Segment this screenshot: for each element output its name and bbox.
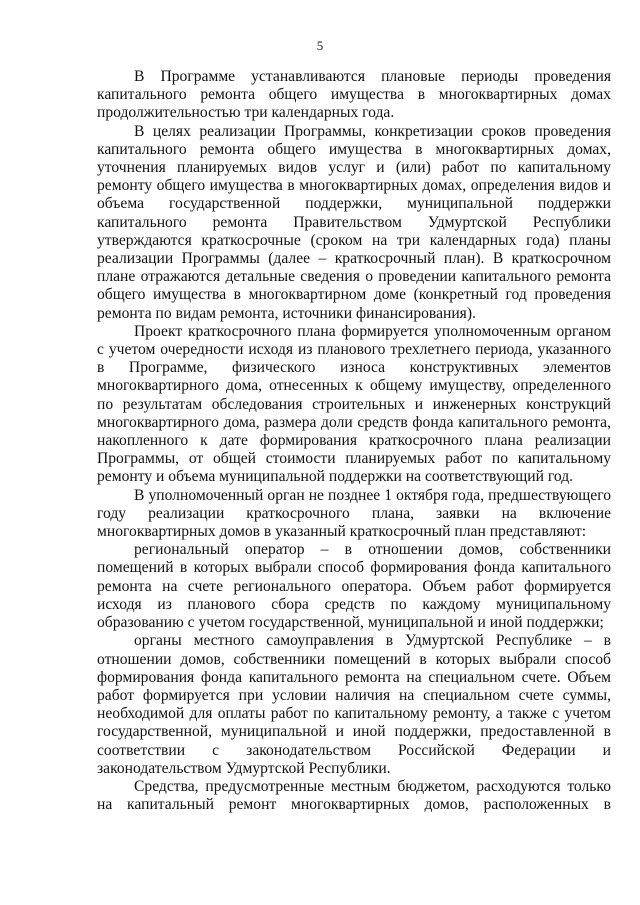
body-text bbox=[97, 68, 611, 814]
paragraph-local-budget: Средства, предусмотренные местным бюджетом, расходуются только на капитальный ремонт многоквартирных домов, расположенных в bbox=[97, 777, 611, 814]
page-number: 5 bbox=[316, 38, 324, 53]
paragraph-short-term-plan: В целях реализации Программы, конкретизации сроков проведения капитального ремонта общего имущества в многоквартирных домах, уточнения планируемых видов услуг и (или) работ по капитальному ремонту общего имущества в многоквартирных домах, определения видов и объема государственной поддержки, муниципальной поддержки капитального ремонта Правительством Удмуртской Республики утверждаются краткосрочные (сроком на три календарных года) планы реализации Программы (далее – краткосрочный план). В краткосрочном плане отражаются детальные сведения о проведении капитального ремонта общего имущества в многоквартирном доме (конкретный год проведения ремонта по видам ремонта, источники финансирования). bbox=[97, 122, 611, 322]
paragraph-applications: В уполномоченный орган не позднее 1 октября года, предшествующего году реализации краткосрочного плана, заявки на включение многоквартирных домов в указанный краткосрочный план представляют: bbox=[97, 486, 611, 541]
paragraph-local-government: органы местного самоуправления в Удмуртской Республике – в отношении домов, собственники помещений в которых выбрали способ формирования фонда капитального ремонта на специальном счете. Объем работ формируется при условии наличия на специальном счете суммы, необходимой для оплаты работ по капитальному ремонту, а также с учетом государственной, муниципальной и иной поддержки, предоставленной в соответствии с законодательством Российской Федерации и законодательством Удмуртской Республики. bbox=[97, 632, 611, 777]
paragraph-planning-periods: В Программе устанавливаются плановые периоды проведения капитального ремонта общего имущества в многоквартирных домах продолжительностью три календарных года. bbox=[97, 68, 611, 122]
paragraph-plan-draft: Проект краткосрочного плана формируется уполномоченным органом с учетом очередности исходя из планового трехлетнего периода, указанного в Программе, физического износа конструктивных элементов многоквартирного дома, отнесенных к общему имуществу, определенного по результатам обследования строительных и инженерных конструкций многоквартирного дома, размера доли средств фонда капитального ремонта, накопленного к дате формирования краткосрочного плана реализации Программы, от общей стоимости планируемых работ по капитальному ремонту и объема муниципальной поддержки на соответствующий год. bbox=[97, 322, 611, 486]
paragraph-regional-operator: региональный оператор – в отношении домов, собственники помещений в которых выбрали способ формирования фонда капитального ремонта на счете регионального оператора. Объем работ формируется исходя из планового сбора средств по каждому муниципальному образованию с учетом государственной, муниципальной и иной поддержки; bbox=[97, 541, 611, 632]
